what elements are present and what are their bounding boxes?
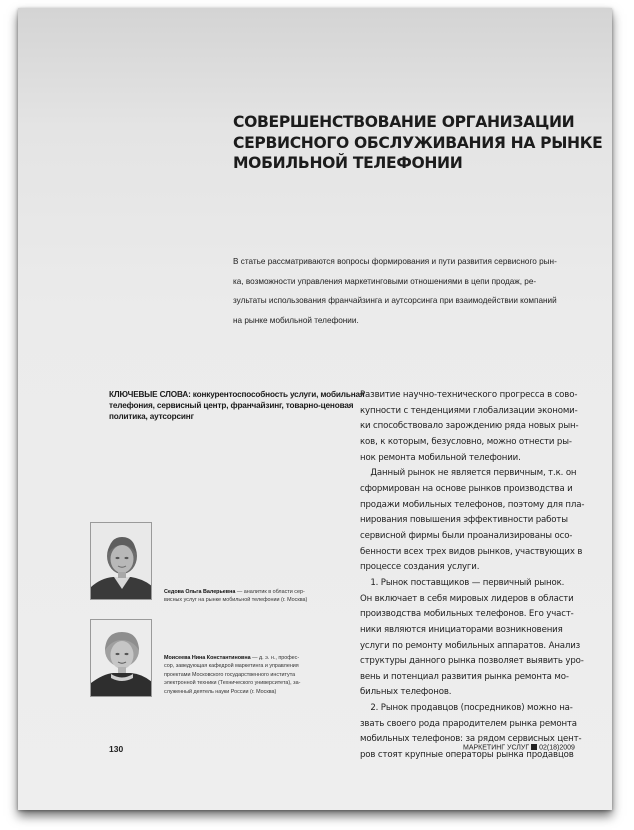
journal-issue [463, 744, 575, 752]
author-bio-line: висных услуг на рынке мобильной телефонии (г. Москва) [164, 597, 308, 604]
body-line: Он включает в себя мировых лидеров в области [360, 593, 574, 604]
body-line: сформирован на основе рынков производства и [360, 483, 573, 494]
body-line: ков, к которым, безусловно, можно отнести ры- [360, 436, 572, 447]
body-line: продажи мобильных телефонов, поэтому для пла- [360, 499, 585, 510]
body-line: ки способствовало зарождению ряда новых рын- [360, 421, 579, 432]
title-line: МОБИЛЬНОЙ ТЕЛЕФОНИИ [233, 154, 463, 172]
abstract-line: зультаты использования франчайзинга и аутсорсинга при взаимодействии компаний [233, 296, 557, 306]
author-bio-line: проектами Московского государственного института [164, 671, 296, 678]
title-line: СЕРВИСНОГО ОБСЛУЖИВАНИЯ НА РЫНКЕ [233, 133, 603, 152]
body-line: ники являются инициаторами возникновения [360, 624, 563, 635]
article-title [233, 112, 603, 174]
author-bio [164, 588, 349, 605]
author-photo [90, 619, 152, 697]
body-text [360, 388, 602, 764]
keywords-line: политика, аутсорсинг [109, 411, 194, 421]
journal-name: МАРКЕТИНГ УСЛУГ [463, 744, 530, 752]
body-line: 2. Рынок продавцов (посредников) можно на- [360, 703, 573, 714]
body-line: ров стоят крупные операторы рынка продавцов [360, 750, 574, 761]
abstract-line: ка, возможности управления маркетинговыми отношениями в цепи продаж, ре- [233, 276, 537, 286]
body-line: вень и потенциал развития рынка ремонта мо- [360, 671, 569, 682]
abstract-line: на рынке мобильной телефонии. [233, 315, 359, 325]
abstract [233, 252, 605, 330]
author-bio-line: электронной техники (Технического университета), за- [164, 680, 301, 687]
title-line: СОВЕРШЕНСТВОВАНИЕ ОРГАНИЗАЦИИ [233, 113, 575, 131]
body-line: мобильных телефонов: за рядом сервисных цент- [360, 734, 582, 745]
keywords-line: КЛЮЧЕВЫЕ СЛОВА: конкурентоспособность услуги, мобильная [109, 390, 365, 399]
author-bio-line: служенный деятель науки России (г. Москва) [164, 688, 277, 695]
portrait-image [91, 523, 152, 600]
author-bio-line: сор, заведующая кафедрой маркетинга и управления [164, 663, 299, 670]
body-line: нирования повышения эффективности работы [360, 515, 568, 526]
page-number: 130 [109, 744, 124, 754]
body-line: нок ремонта мобильной телефонии. [360, 452, 521, 463]
square-bullet-icon [531, 744, 537, 750]
body-line: услуги по ремонту мобильных аппаратов. Анализ [360, 640, 581, 651]
abstract-line: В статье рассматриваются вопросы формирования и пути развития сервисного рын- [233, 257, 557, 266]
body-line: 1. Рынок поставщиков — первичный рынок. [360, 577, 565, 588]
body-line: бильных телефонов. [360, 687, 452, 698]
author-bio-line [164, 588, 349, 596]
author-photo [90, 522, 152, 600]
journal-issue-number: 02(18)2009 [539, 744, 575, 752]
portrait-image [91, 620, 152, 697]
journal-page [18, 8, 612, 810]
body-line: Развитие научно-технического прогресса в сово- [360, 390, 578, 400]
author-bio-line [164, 654, 349, 662]
author-bio [164, 654, 349, 696]
keywords-line: телефония, сервисный центр, франчайзинг, товарно-ценовая [109, 400, 354, 410]
body-line: купности с тенденциями глобализации экономи- [360, 405, 578, 416]
body-line: бенности всех трех видов рынков, участвующих в [360, 546, 583, 557]
author-name: Моисеева Нина Константиновна [164, 655, 251, 661]
keywords [109, 390, 365, 422]
body-line: производства мобильных телефонов. Его участ- [360, 609, 574, 620]
author-bio-text: — д. э. н., профес- [250, 655, 300, 661]
body-line: звать своего рода прародителем рынка ремонта [360, 718, 577, 729]
body-line: структуры данного рынка позволяет выявить уро- [360, 656, 584, 667]
author-name: Седова Ольга Валерьевна [164, 589, 236, 595]
body-line: Данный рынок не является первичным, т.к. он [360, 468, 577, 479]
body-line: сервисной фирмы были проанализированы осо- [360, 530, 573, 541]
author-bio-text: — аналитик в области сер- [235, 589, 305, 595]
body-line: процессе создания услуги. [360, 562, 480, 573]
